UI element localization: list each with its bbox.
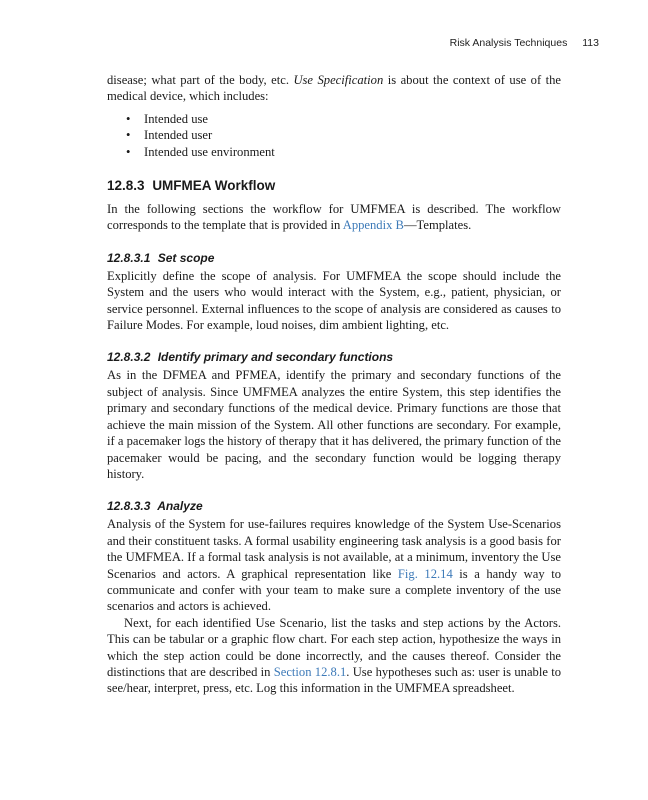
section-number: 12.8.3 <box>107 178 145 194</box>
functions-paragraph: As in the DFMEA and PFMEA, identify the primary and secondary functions of the subject of analysis. Since UMFMEA analyzes the entire System, this step identifies the primary and secondary functions of the medical device. Primary functions are those that achieve the main mission of the System. All other functions are secondary. For example, if a pacemaker logs the history of therapy that it has delivered, the primary function of the pacemaker would be pacing, and the secondary function would be logging therapy history. <box>107 368 561 481</box>
list-item-text: Intended use <box>144 111 208 126</box>
bullet-list <box>107 111 561 160</box>
analyze2-text-b: . Use hypotheses such as: user is unable to see/hear, interpret, press, etc. Log this information in the UMFMEA spreadsheet. <box>107 664 561 696</box>
bullet-icon: • <box>126 128 131 143</box>
intro-paragraph <box>107 72 561 105</box>
list-item-text: Intended use environment <box>144 144 275 159</box>
set-scope-paragraph: Explicitly define the scope of analysis. For UMFMEA the scope should include the System and the users who would interact with the System, e.g., patient, physician, or service personnel. External influences to the scope of analysis are considered as causes to Failure Modes. For example, loud noises, dim ambient lighting, etc. <box>107 268 561 333</box>
subsection-title: Identify primary and secondary functions <box>157 350 394 365</box>
section-title: UMFMEA Workflow <box>152 178 276 194</box>
subsection-number: 12.8.3.3 <box>107 499 151 514</box>
subsection-heading-functions <box>107 349 561 365</box>
analyze-text-b: is a handy way to communicate and confer with your team to make sure a complete inventory of the use scenarios and actors is achieved. <box>107 566 561 614</box>
analyze-paragraph-1 <box>107 516 561 614</box>
list-item <box>107 144 561 160</box>
figure-link[interactable]: Fig. 12.14 <box>397 566 453 581</box>
section-heading <box>107 177 561 195</box>
subsection-heading-set-scope <box>107 250 561 266</box>
bullet-icon: • <box>126 144 131 159</box>
analyze-text-a: Analysis of the System for use-failures requires knowledge of the System Use-Scenarios and their constituent tasks. A formal usability engineering task analysis is a good basis for the UMFMEA. If a formal task analysis is not available, at a minimum, inventory the Use Scenarios and actors. A graphical representation like <box>107 517 561 581</box>
list-item <box>107 111 561 127</box>
bullet-icon: • <box>126 111 131 126</box>
intro-text-a: disease; what part of the body, etc. <box>107 73 294 87</box>
running-title: Risk Analysis Techniques <box>449 37 568 49</box>
subsection-title: Set scope <box>157 250 215 265</box>
subsection-title: Analyze <box>157 499 203 514</box>
subsection-number: 12.8.3.1 <box>107 250 151 265</box>
subsection-heading-analyze <box>107 498 561 514</box>
page-number: 113 <box>582 37 599 49</box>
running-header <box>450 37 599 49</box>
appendix-link[interactable]: Appendix B <box>342 218 404 233</box>
list-item <box>107 127 561 143</box>
section-text-a: In the following sections the workflow for UMFMEA is described. The workflow corresponds to the template that is provided in <box>107 202 561 233</box>
section-paragraph <box>107 201 561 234</box>
intro-emphasis: Use Specification <box>293 73 384 87</box>
section-text-b: —Templates. <box>403 218 472 233</box>
intro-text-b: is about the context of use of the medical device, which includes: <box>107 73 561 104</box>
subsection-number: 12.8.3.2 <box>107 350 151 365</box>
analyze-paragraph-2 <box>107 615 561 697</box>
section-link[interactable]: Section 12.8.1 <box>273 664 347 679</box>
body-text <box>107 72 561 697</box>
list-item-text: Intended user <box>144 128 213 143</box>
analyze2-text-a: Next, for each identified Use Scenario, list the tasks and step actions by the Actors. This can be tabular or a graphic flow chart. For each step action, hypothesize the ways in which the step action could be done incorrectly, and the causes thereof. Consider the distinctions that are described in <box>107 615 561 679</box>
